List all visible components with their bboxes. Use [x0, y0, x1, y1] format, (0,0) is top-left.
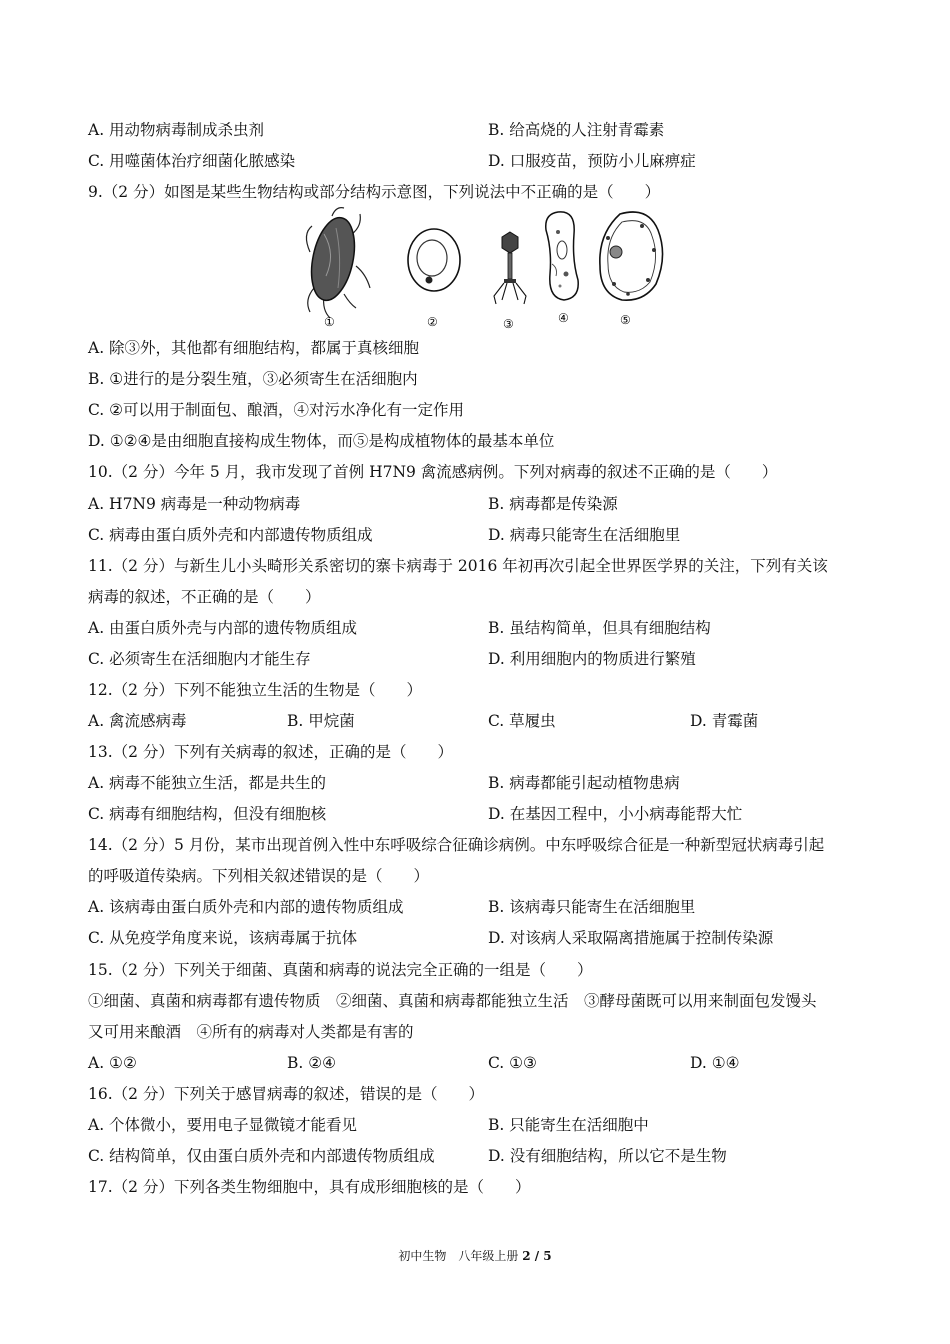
question-11-option-a: A. 由蛋白质外壳与内部的遗传物质组成 — [88, 619, 358, 637]
question-16-option-a: A. 个体微小，要用电子显微镜才能看见 — [88, 1116, 358, 1134]
question-10-option-a: A. H7N9 病毒是一种动物病毒 — [88, 495, 301, 513]
option-b: B. 给高烧的人注射青霉素 — [488, 121, 665, 139]
question-9-option-c: C. ②可以用于制面包、酿酒，④对污水净化有一定作用 — [88, 401, 465, 419]
question-16-option-b: B. 只能寄生在活细胞中 — [488, 1116, 649, 1134]
question-12-option-d: D. 青霉菌 — [690, 712, 759, 730]
option-a: A. 用动物病毒制成杀虫剂 — [88, 121, 265, 139]
paramecium-drawing — [546, 212, 578, 300]
question-14-option-d: D. 对该病人采取隔离措施属于控制传染源 — [488, 929, 774, 947]
question-10-option-b: B. 病毒都是传染源 — [488, 495, 618, 513]
question-17-stem: 17.（2 分）下列各类生物细胞中，具有成形细胞核的是（ ） — [88, 1178, 531, 1196]
figure-label-3: ③ — [503, 317, 514, 331]
question-15-option-c: C. ①③ — [488, 1054, 537, 1072]
yeast-cell-drawing — [408, 229, 460, 291]
option-c: C. 用噬菌体治疗细菌化脓感染 — [88, 152, 296, 170]
question-11-stem-line1: 11.（2 分）与新生儿小头畸形关系密切的寨卡病毒于 2016 年初再次引起全世界医学界的关注，下列有关该 — [88, 557, 828, 575]
figure-label-4: ④ — [558, 311, 569, 325]
question-10-option-c: C. 病毒由蛋白质外壳和内部遗传物质组成 — [88, 526, 373, 544]
page-footer — [0, 1247, 950, 1264]
question-14-option-c: C. 从免疫学角度来说，该病毒属于抗体 — [88, 929, 358, 947]
figure-svg — [296, 204, 676, 332]
question-10-stem: 10.（2 分）今年 5 月，我市发现了首例 H7N9 禽流感病例。下列对病毒的叙述不正确的是（ ） — [88, 463, 778, 481]
question-10-option-d: D. 病毒只能寄生在活细胞里 — [488, 526, 681, 544]
question-9-option-a: A. 除③外，其他都有细胞结构，都属于真核细胞 — [88, 339, 420, 357]
question-13-stem: 13.（2 分）下列有关病毒的叙述，正确的是（ ） — [88, 743, 453, 761]
question-14-stem-line1: 14.（2 分）5 月份，某市出现首例入性中东呼吸综合征确诊病例。中东呼吸综合征是一种新型冠状病毒引起 — [88, 836, 825, 854]
figure-label-1: ① — [324, 315, 335, 329]
figure-label-2: ② — [427, 315, 438, 329]
question-12-option-c: C. 草履虫 — [488, 712, 556, 730]
question-16-option-d: D. 没有细胞结构，所以它不是生物 — [488, 1147, 727, 1165]
organism-structure-figure — [296, 204, 676, 332]
question-15-items-line1: ①细菌、真菌和病毒都有遗传物质 ②细菌、真菌和病毒都能独立生活 ③酵母菌既可以用来制面包发馒头 — [88, 992, 817, 1010]
option-d: D. 口服疫苗，预防小儿麻痹症 — [488, 152, 696, 170]
figure-label-5: ⑤ — [620, 313, 631, 327]
question-15-option-d: D. ①④ — [690, 1054, 740, 1072]
question-12-stem: 12.（2 分）下列不能独立生活的生物是（ ） — [88, 681, 422, 699]
question-11-option-b: B. 虽结构简单，但具有细胞结构 — [488, 619, 711, 637]
question-12-option-b: B. 甲烷菌 — [287, 712, 355, 730]
question-14-option-b: B. 该病毒只能寄生在活细胞里 — [488, 898, 696, 916]
question-9-stem: 9.（2 分）如图是某些生物结构或部分结构示意图，下列说法中不正确的是（ ） — [88, 183, 661, 201]
question-16-stem: 16.（2 分）下列关于感冒病毒的叙述，错误的是（ ） — [88, 1085, 484, 1103]
question-13-option-a: A. 病毒不能独立生活，都是共生的 — [88, 774, 327, 792]
question-15-stem: 15.（2 分）下列关于细菌、真菌和病毒的说法完全正确的一组是（ ） — [88, 961, 593, 979]
question-9-option-d: D. ①②④是由细胞直接构成生物体，而⑤是构成植物体的最基本单位 — [88, 432, 555, 450]
question-11-stem-line2: 病毒的叙述，不正确的是（ ） — [88, 588, 321, 606]
question-11-option-d: D. 利用细胞内的物质进行繁殖 — [488, 650, 696, 668]
question-13-option-b: B. 病毒都能引起动植物患病 — [488, 774, 680, 792]
footer-course: 初中生物 八年级上册 — [398, 1249, 519, 1263]
bacteriophage-drawing — [494, 232, 526, 304]
question-9-option-b: B. ①进行的是分裂生殖，③必须寄生在活细胞内 — [88, 370, 418, 388]
bacterium-drawing — [305, 208, 370, 318]
question-15-items-line2: 又可用来酿酒 ④所有的病毒对人类都是有害的 — [88, 1023, 414, 1041]
question-14-option-a: A. 该病毒由蛋白质外壳和内部的遗传物质组成 — [88, 898, 404, 916]
plant-cell-drawing — [600, 212, 663, 300]
question-11-option-c: C. 必须寄生在活细胞内才能生存 — [88, 650, 311, 668]
footer-page-number: 2 / 5 — [522, 1249, 552, 1263]
question-15-option-a: A. ①② — [88, 1054, 137, 1072]
question-13-option-c: C. 病毒有细胞结构，但没有细胞核 — [88, 805, 327, 823]
question-14-stem-line2: 的呼吸道传染病。下列相关叙述错误的是（ ） — [88, 867, 430, 885]
question-15-option-b: B. ②④ — [287, 1054, 337, 1072]
question-12-option-a: A. 禽流感病毒 — [88, 712, 187, 730]
question-16-option-c: C. 结构简单，仅由蛋白质外壳和内部遗传物质组成 — [88, 1147, 435, 1165]
question-13-option-d: D. 在基因工程中，小小病毒能帮大忙 — [488, 805, 743, 823]
